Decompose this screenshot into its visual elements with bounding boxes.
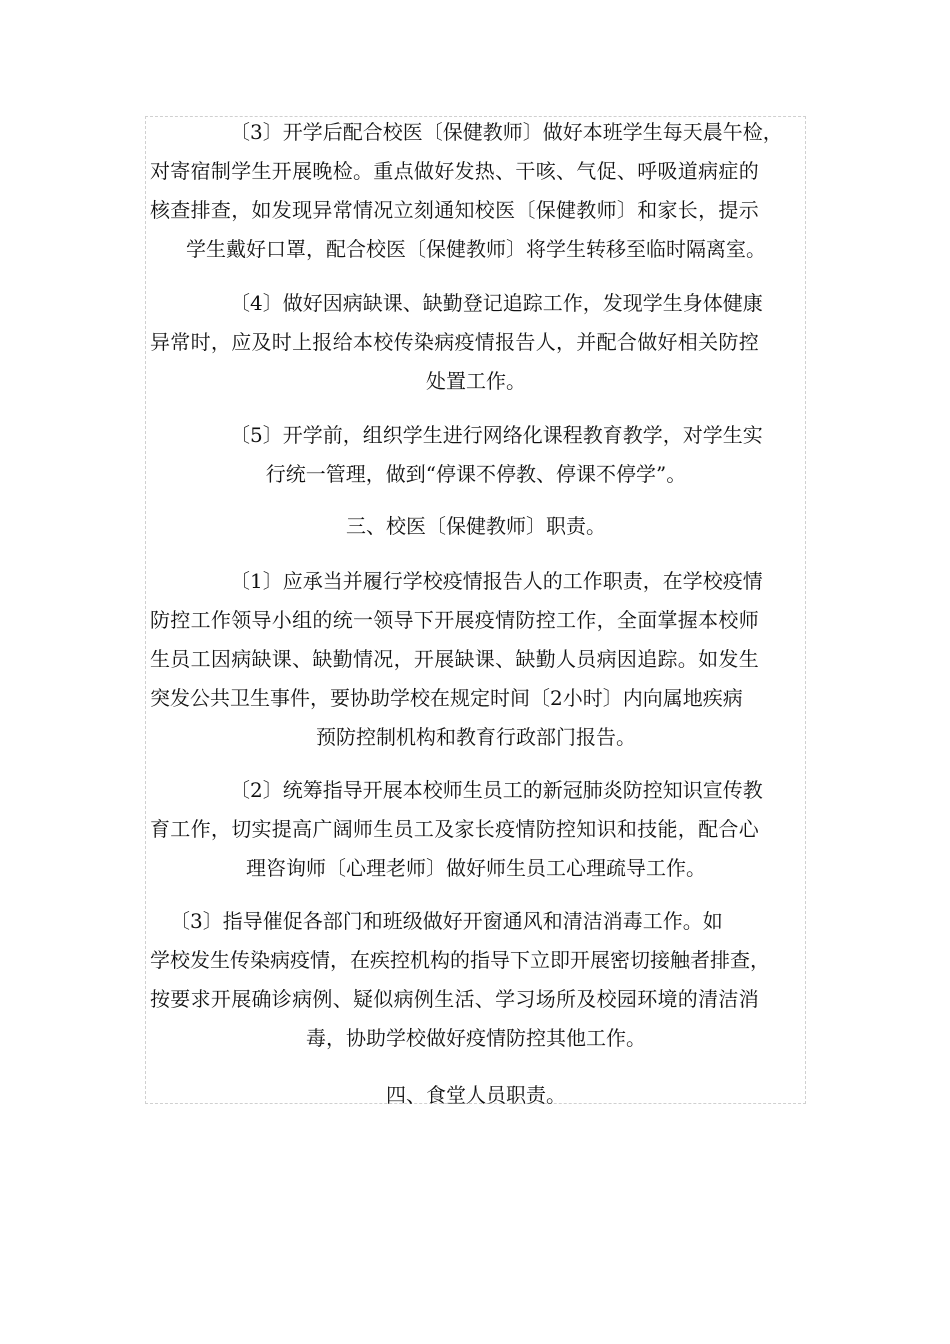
heading-text: 四、食堂人员职责。 [386,1083,566,1107]
text-line: 〔3〕开学后配合校医〔保健教师〕做好本班学生每天晨午检， [230,120,783,144]
text-line: 预防控制机构和教育行政部门报告。 [316,725,636,749]
text-line: 核查排查，如发现异常情况立刻通知校医〔保健教师〕和家长，提示 [150,198,759,222]
paragraph-item-3-class-teacher [150,113,802,269]
paragraph-item-3-disinfection [150,902,802,1058]
text-line: 毒，协助学校做好疫情防控其他工作。 [306,1026,646,1050]
text-line: 〔2〕统筹指导开展本校师生员工的新冠肺炎防控知识宣传教 [230,778,763,802]
heading-text: 三、校医〔保健教师〕职责。 [346,514,606,538]
text-line: 生员工因病缺课、缺勤情况，开展缺课、缺勤人员病因追踪。如发生 [150,647,759,671]
text-line: 〔3〕指导催促各部门和班级做好开窗通风和清洁消毒工作。如 [170,909,723,933]
text-line: 〔5〕开学前，组织学生进行网络化课程教育教学，对学生实 [230,423,763,447]
text-line: 行统一管理，做到“停课不停教、停课不停学”。 [265,462,687,486]
text-line: 按要求开展确诊病例、疑似病例生活、学习场所及校园环境的清洁消 [150,987,759,1011]
text-line: 突发公共卫生事件，要协助学校在规定时间〔2小时〕内向属地疾病 [150,686,743,710]
text-line: 防控工作领导小组的统一领导下开展疫情防控工作，全面掌握本校师 [150,608,759,632]
paragraph-item-2-knowledge-promotion [150,771,802,888]
text-line: 学校发生传染病疫情，在疾控机构的指导下立即开展密切接触者排查， [150,948,770,972]
paragraph-item-4-absence-tracking [150,284,802,401]
text-line: 处置工作。 [426,369,526,393]
text-line: 〔4〕做好因病缺课、缺勤登记追踪工作，发现学生身体健康 [230,291,763,315]
text-line: 育工作，切实提高广阔师生员工及家长疫情防控知识和技能，配合心 [150,817,759,841]
paragraph-item-5-online-teaching [150,416,802,494]
text-line: 学生戴好口罩，配合校医〔保健教师〕将学生转移至临时隔离室。 [186,237,766,261]
text-line: 理咨询师〔心理老师〕做好师生员工心理疏导工作。 [246,856,706,880]
text-line: 对寄宿制学生开展晚检。重点做好发热、干咳、气促、呼吸道病症的 [150,159,759,183]
text-line: 异常时，应及时上报给本校传染病疫情报告人，并配合做好相关防控 [150,330,759,354]
paragraph-item-1-epidemic-reporter [150,562,802,757]
text-line: 〔1〕应承当并履行学校疫情报告人的工作职责，在学校疫情 [230,569,763,593]
section-heading-school-doctor [150,507,802,546]
section-heading-canteen-staff [150,1076,802,1115]
